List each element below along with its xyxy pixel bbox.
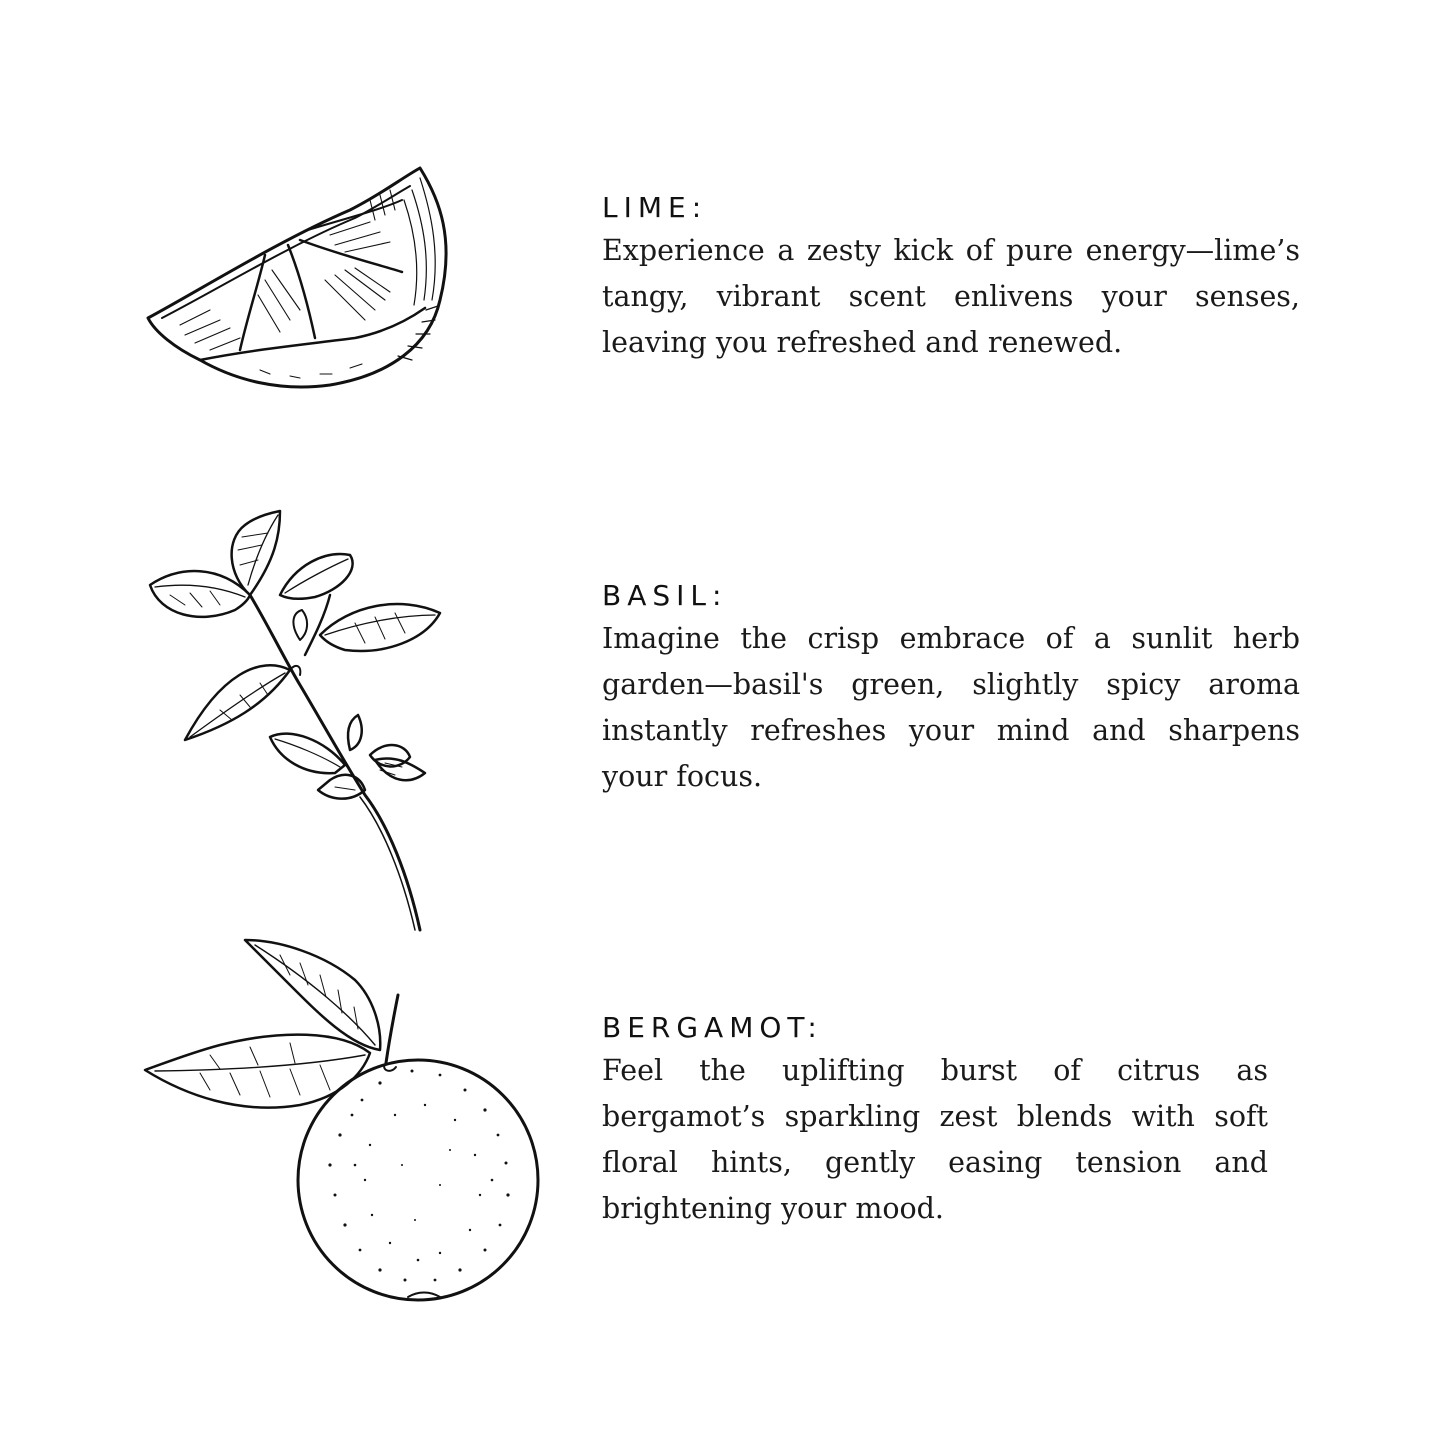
note-description-basil: Imagine the crisp embrace of a sunlit herb garden—basil's green, slightly spicy aroma instantly refreshes your mind and sharpens your focus. xyxy=(602,622,1300,793)
note-title-lime: LIME: xyxy=(602,191,708,224)
note-title-bergamot: BERGAMOT: xyxy=(602,1011,823,1044)
bergamot-orange-icon xyxy=(140,935,545,1305)
lime-wedge-icon xyxy=(140,160,465,395)
note-description-bergamot: Feel the uplifting burst of citrus as bergamot’s sparkling zest blends with soft floral hints, gently easing tension and brightening your mood. xyxy=(602,1054,1268,1225)
note-title-basil: BASIL: xyxy=(602,579,728,612)
note-description-lime: Experience a zesty kick of pure energy—lime’s tangy, vibrant scent enlivens your senses, leaving you refreshed and renewed. xyxy=(602,234,1300,359)
basil-sprig-icon xyxy=(140,505,450,935)
